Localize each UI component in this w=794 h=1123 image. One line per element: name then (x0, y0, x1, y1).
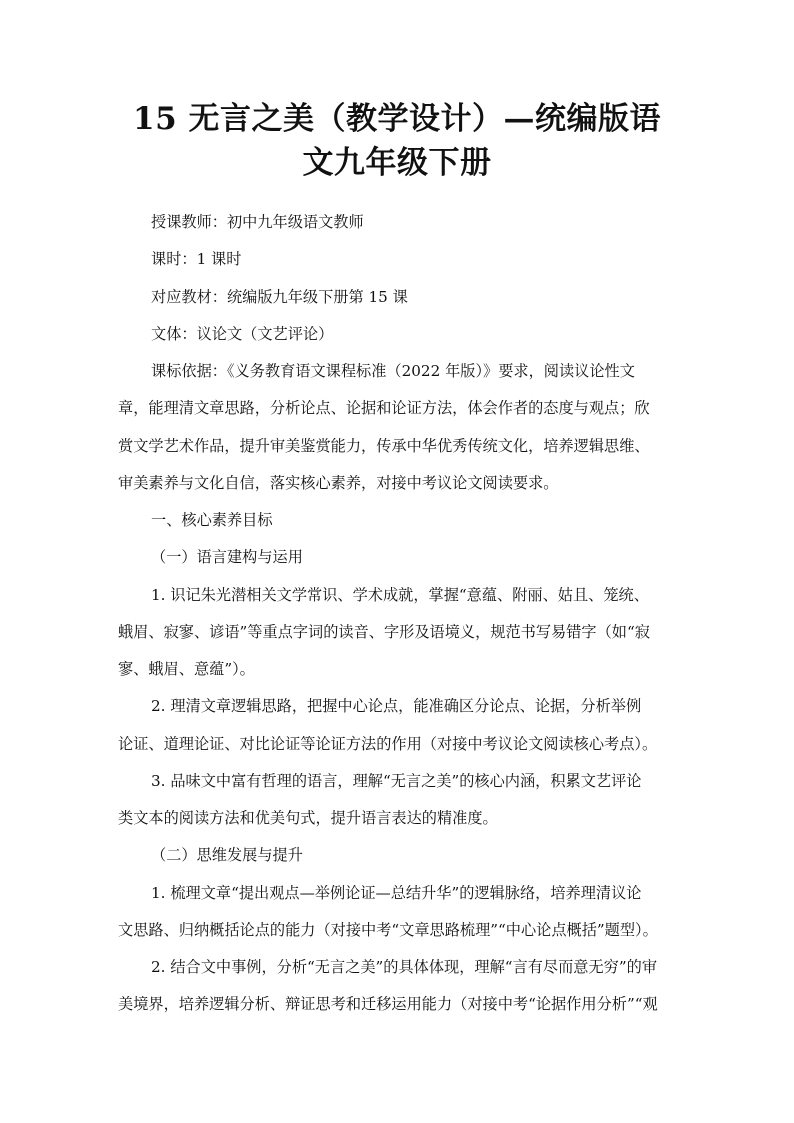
class-hours-line: 课时：1 课时 (151, 250, 242, 268)
objective-1-1-line-3: 寥、蛾眉、意蕴”）。 (118, 660, 255, 678)
genre-line: 文体：议论文（文艺评论） (151, 325, 334, 343)
document-title-line-2: 文九年级下册 (302, 145, 492, 181)
objective-1-3-line-2: 类文本的阅读方法和优美句式，提升语言表达的精准度。 (118, 809, 498, 827)
curriculum-basis-line-4: 审美素养与文化自信，落实核心素养，对接中考议论文阅读要求。 (118, 474, 559, 492)
subsection-heading-1: （一）语言建构与运用 (151, 548, 303, 566)
objective-1-1-line-2: 蛾眉、寂寥、谚语”等重点字词的读音、字形及语境义，规范书写易错字（如“寂 (118, 623, 650, 641)
curriculum-basis-line-3: 赏文学艺术作品，提升审美鉴赏能力，传承中华优秀传统文化，培养逻辑思维、 (118, 437, 650, 455)
document-title-line-1: 15 无言之美（教学设计）—统编版语 (133, 101, 661, 137)
subsection-heading-2: （二）思维发展与提升 (151, 846, 303, 864)
section-heading-1: 一、核心素养目标 (151, 511, 273, 529)
teacher-line: 授课教师：初中九年级语文教师 (151, 213, 364, 231)
curriculum-basis-line-2: 章，能理清文章思路，分析论点、论据和论证方法，体会作者的态度与观点；欣 (118, 399, 650, 417)
objective-1-3-line-1: 3. 品味文中富有哲理的语言，理解“无言之美”的核心内涵，积累文艺评论 (151, 772, 642, 790)
objective-1-1-line-1: 1. 识记朱光潜相关文学常识、学术成就，掌握“意蕴、附丽、姑且、笼统、 (151, 586, 649, 604)
textbook-line: 对应教材：统编版九年级下册第 15 课 (151, 288, 408, 306)
objective-1-2-line-2: 论证、道理论证、对比论证等论证方法的作用（对接中考议论文阅读核心考点）。 (118, 735, 658, 753)
objective-2-1-line-2: 文思路、归纳概括论点的能力（对接中考“文章思路梳理”“中心论点概括”题型）。 (118, 921, 658, 939)
objective-1-2-line-1: 2. 理清文章逻辑思路，把握中心论点，能准确区分论点、论据，分析举例 (151, 697, 642, 715)
objective-2-1-line-1: 1. 梳理文章“提出观点—举例论证—总结升华”的逻辑脉络，培养理清议论 (151, 884, 642, 902)
objective-2-2-line-2: 美境界，培养逻辑分析、辩证思考和迁移运用能力（对接中考“论据作用分析”“观 (118, 995, 658, 1013)
objective-2-2-line-1: 2. 结合文中事例，分析“无言之美”的具体体现，理解“言有尽而意无穷”的审 (151, 958, 658, 976)
curriculum-basis-line-1: 课标依据：《义务教育语文课程标准（2022 年版）》要求，阅读议论性文 (151, 362, 635, 380)
